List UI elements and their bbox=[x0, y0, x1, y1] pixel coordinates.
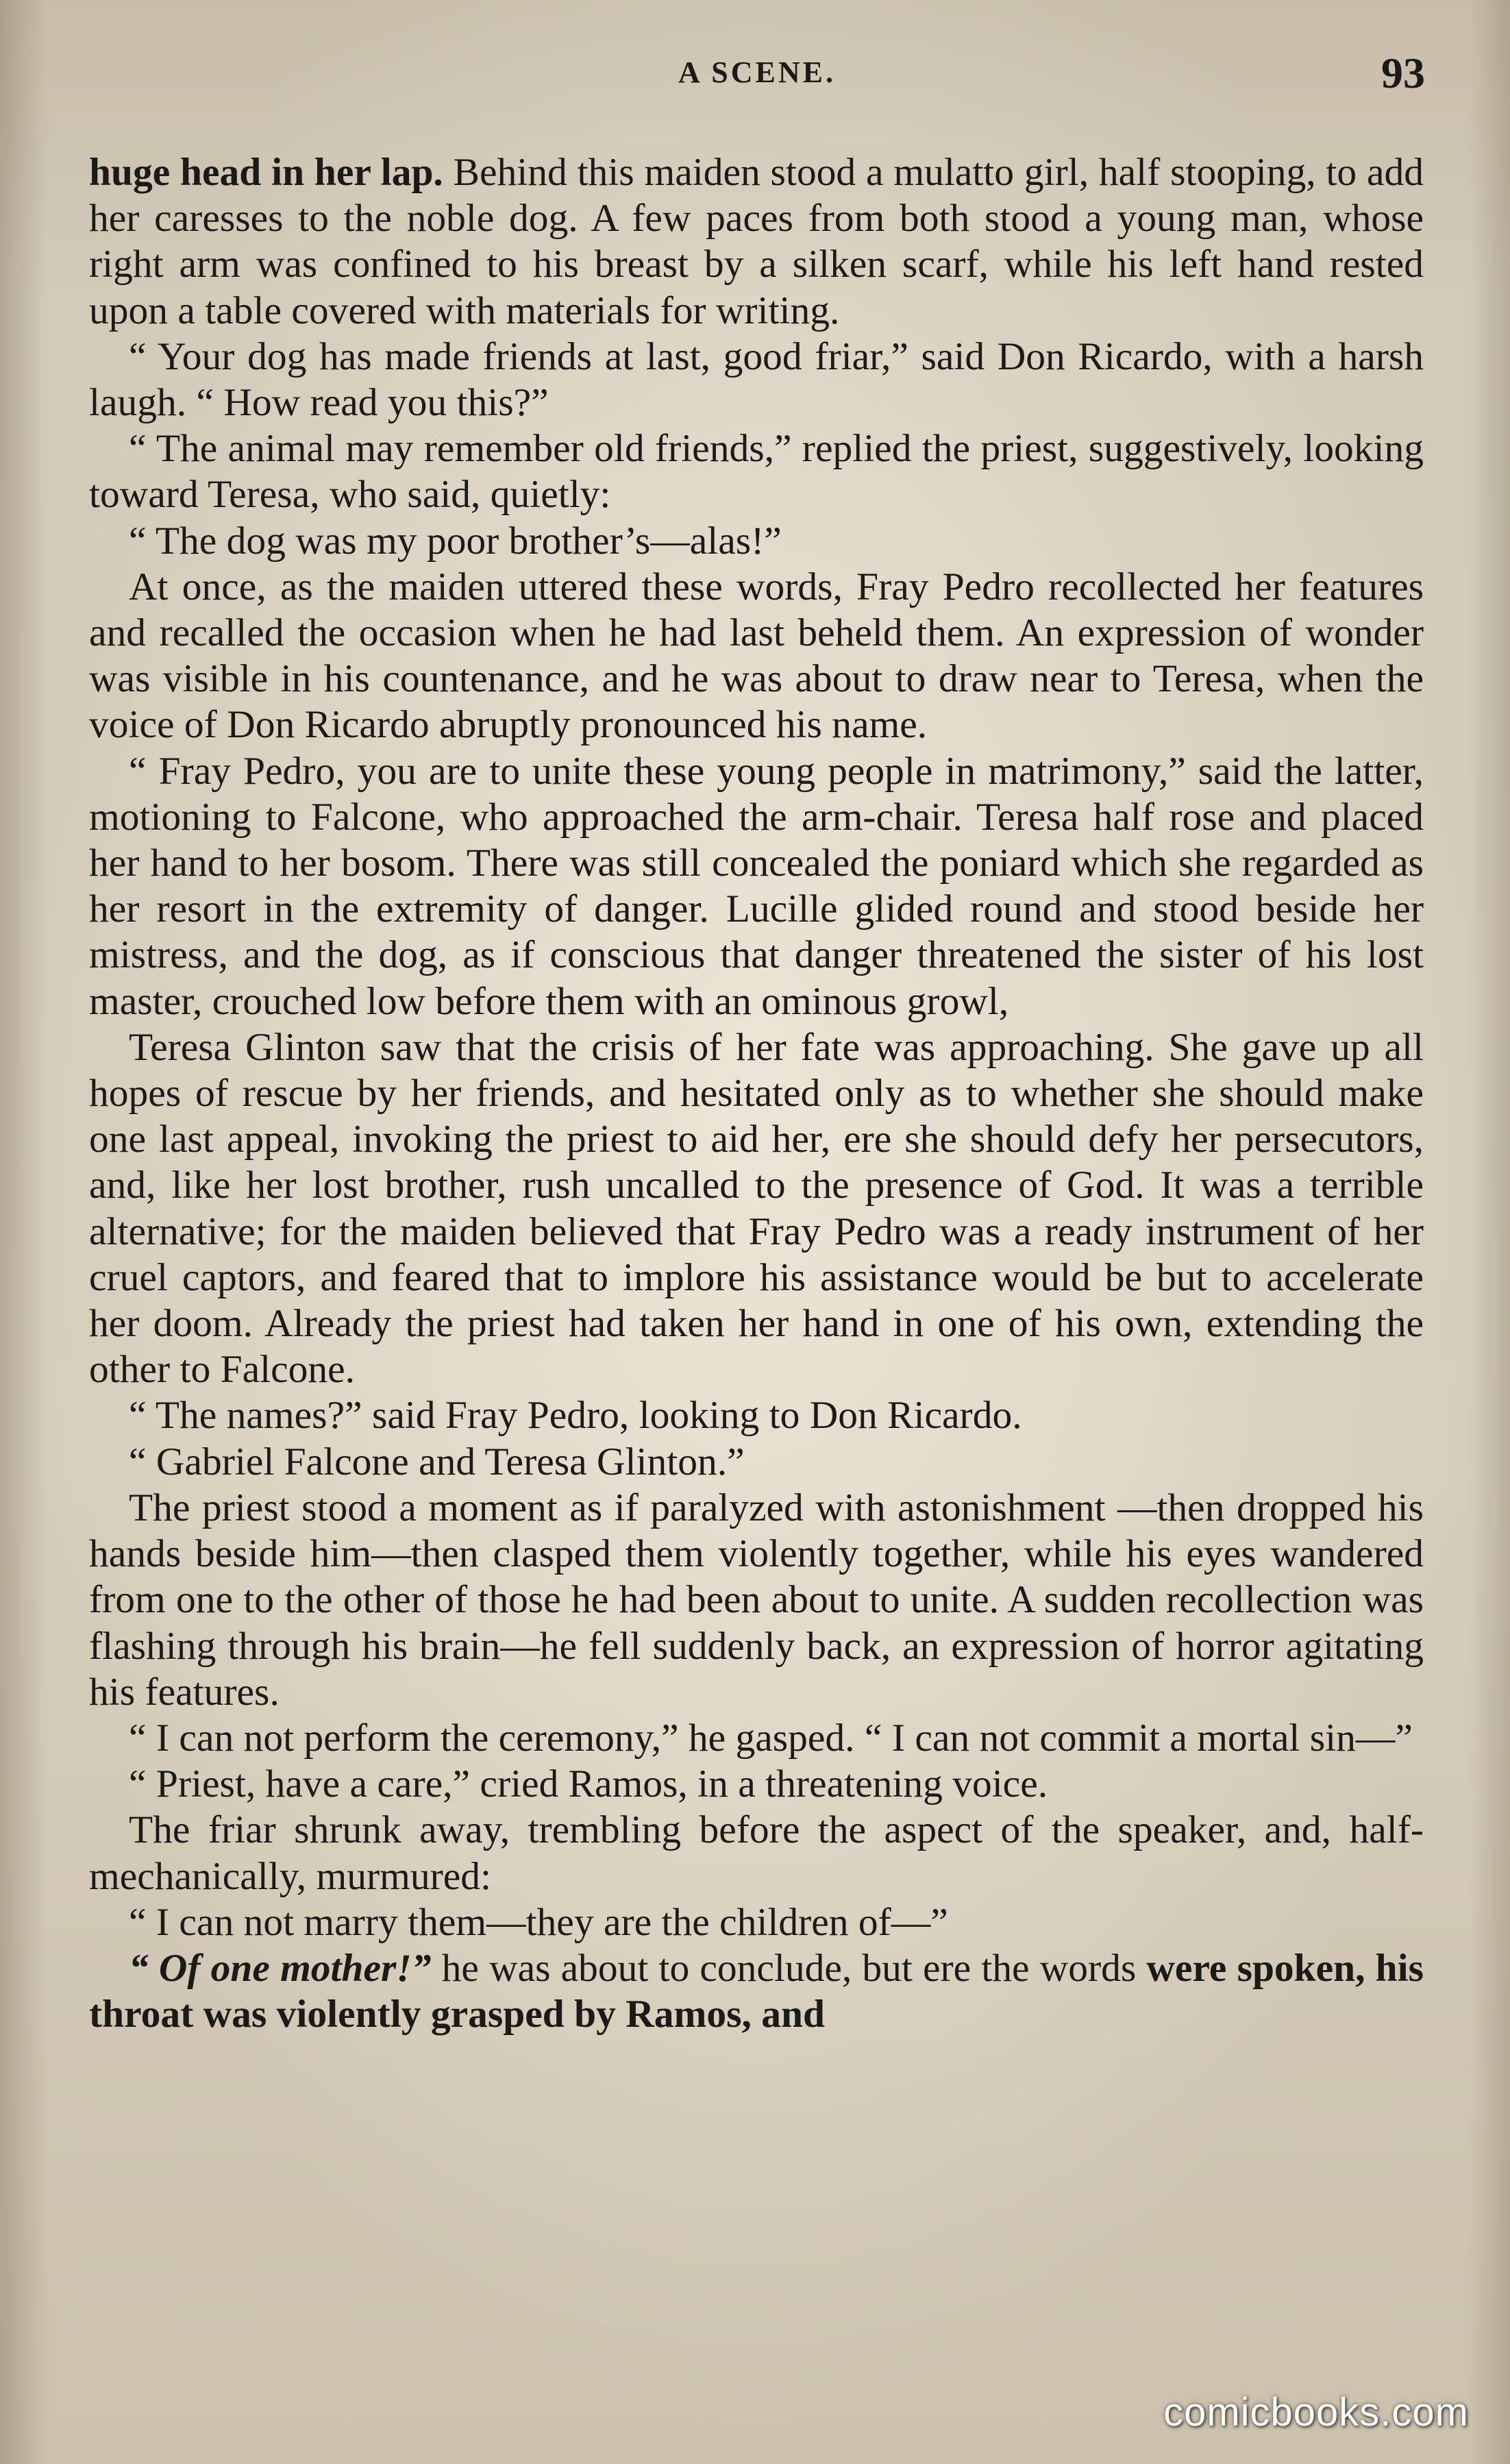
text-segment: he was about to conclude, but ere the words bbox=[431, 1946, 1137, 1990]
text-segment: Behind this maiden stood a mulatto girl, half stooping, to add her caresses to the noble dog. A few paces from both stood a young man, whose right arm was confined to his breast by a silken scarf, while his left hand rested upon a table covered with materials for writing. bbox=[89, 151, 1424, 332]
paragraph bbox=[89, 518, 1424, 564]
paragraph bbox=[89, 334, 1424, 426]
text-segment: “ The animal may remember old friends,” replied the priest, suggestively, looking toward Teresa, who said, quietly: bbox=[89, 427, 1424, 517]
page-number: 93 bbox=[1381, 49, 1425, 97]
body-text bbox=[89, 149, 1424, 2037]
paragraph bbox=[89, 748, 1424, 1024]
text-segment: “ The names?” said Fray Pedro, looking to Don Ricardo. bbox=[129, 1394, 1022, 1438]
paragraph bbox=[89, 1715, 1424, 1761]
paragraph bbox=[89, 426, 1424, 517]
paragraph bbox=[89, 1024, 1424, 1393]
paragraph bbox=[89, 1485, 1424, 1715]
paragraph bbox=[89, 149, 1424, 334]
text-segment: were spoken, his throat was violently grasped by Ramos, and bbox=[89, 1946, 1424, 2036]
text-segment: “ Your dog has made friends at last, good friar,” said Don Ricardo, with a harsh laugh. “ How read you this?” bbox=[89, 334, 1424, 425]
page-edge-shadow-right bbox=[1469, 0, 1510, 2464]
paragraph bbox=[89, 1392, 1424, 1438]
text-segment: “ Of one mother!” bbox=[129, 1946, 432, 1990]
running-title: A SCENE. bbox=[678, 56, 837, 89]
text-segment: “ I can not perform the ceremony,” he gasped. “ I can not commit a mortal sin—” bbox=[129, 1716, 1413, 1760]
text-segment: “ Gabriel Falcone and Teresa Glinton.” bbox=[129, 1440, 745, 1483]
watermark: comicbooks.com bbox=[1163, 2390, 1469, 2435]
text-segment: “ I can not marry them—they are the children of—” bbox=[129, 1900, 948, 1944]
text-segment: The friar shrunk away, trembling before the aspect of the speaker, and, half-mechanically, murmured: bbox=[89, 1808, 1424, 1898]
paragraph bbox=[89, 1945, 1424, 2037]
text-segment: “ Fray Pedro, you are to unite these young people in matrimony,” said the latter, motioning to Falcone, who approached the arm-chair. Teresa half rose and placed her hand to her bosom. There was still concealed the poniard which she regarded as her resort in the extremity of danger. Lucille glided round and stood beside her mistress, and the dog, as if conscious that danger threatened the sister of his lost master, crouched low before them with an ominous growl, bbox=[89, 749, 1424, 1023]
text-segment: “ Priest, have a care,” cried Ramos, in a threatening voice. bbox=[129, 1762, 1048, 1806]
text-segment: The priest stood a moment as if paralyzed with astonishment —then dropped his hands beside him—then clasped them violently together, while his eyes wandered from one to the other of those he had been about to unite. A sudden recollection was flashing through his brain—he fell suddenly back, an expression of horror agitating his features. bbox=[89, 1486, 1424, 1714]
page-edge-shadow-left bbox=[0, 0, 48, 2464]
paragraph bbox=[89, 564, 1424, 748]
page-header bbox=[89, 49, 1425, 103]
text-segment: At once, as the maiden uttered these words, Fray Pedro recollected her features and recalled the occasion when he had last beheld them. An expression of wonder was visible in his countenance, and he was about to draw near to Teresa, when the voice of Don Ricardo abruptly pronounced his name. bbox=[89, 565, 1424, 747]
paragraph bbox=[89, 1439, 1424, 1485]
text-segment: Teresa Glinton saw that the crisis of her fate was approaching. She gave up all hopes of rescue by her friends, and hesitated only as to whether she should make one last appeal, invoking the priest to aid her, ere she should defy her persecutors, and, like her lost brother, rush uncalled to the presence of God. It was a terrible alternative; for the maiden believed that Fray Pedro was a ready instrument of her cruel captors, and feared that to implore his assistance would be but to accelerate her doom. Already the priest had taken her hand in one of his own, extending the other to Falcone. bbox=[89, 1025, 1424, 1392]
paragraph bbox=[89, 1899, 1424, 1945]
text-segment: huge head in her lap. bbox=[89, 151, 443, 194]
paragraph bbox=[89, 1761, 1424, 1807]
text-segment: “ The dog was my poor brother’s—alas!” bbox=[129, 519, 782, 563]
paragraph bbox=[89, 1807, 1424, 1899]
